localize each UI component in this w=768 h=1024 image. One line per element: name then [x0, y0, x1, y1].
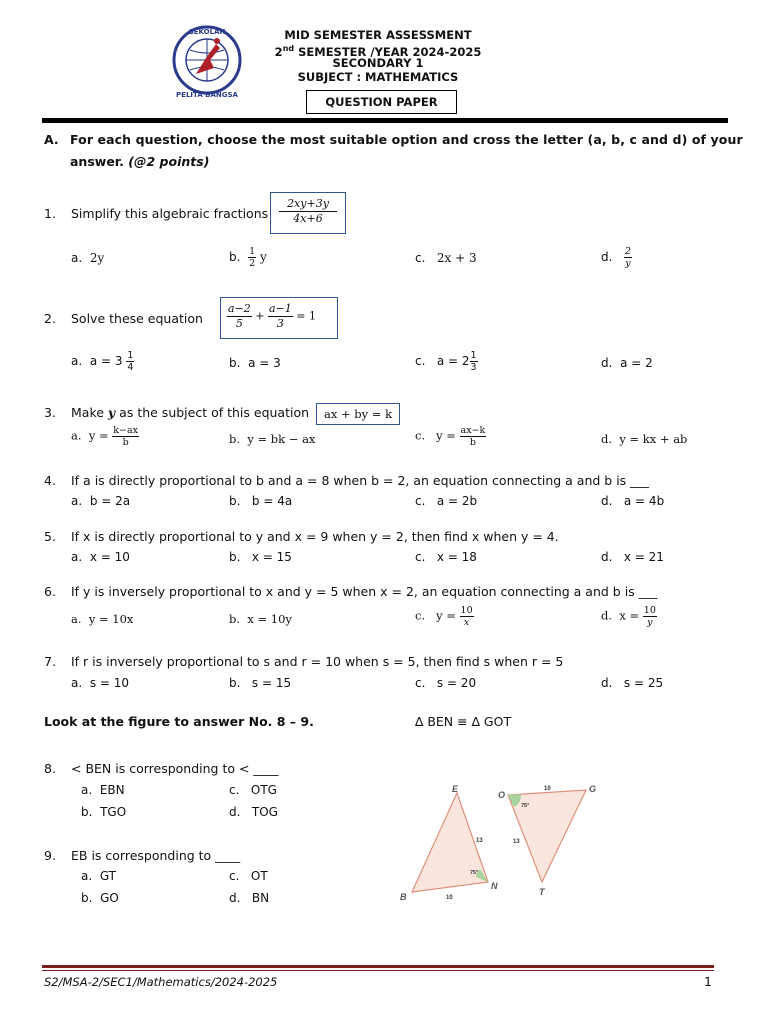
q2-option-b	[229, 356, 281, 370]
q5-option-a	[71, 550, 130, 564]
option-letter: a.	[81, 783, 93, 797]
option-text: OTG	[250, 783, 277, 797]
q2-option-d	[601, 356, 653, 370]
option-letter: d.	[601, 608, 613, 623]
option-text: y =	[88, 428, 109, 443]
header-line3: SECONDARY 1	[332, 56, 424, 70]
option-text: s = 15	[251, 676, 292, 690]
q3-number: 3.	[44, 405, 56, 420]
q5-option-c	[415, 550, 477, 564]
option-letter: b.	[229, 550, 241, 564]
q3-option-b	[229, 432, 315, 446]
q8-number: 8.	[44, 761, 56, 776]
congruence-statement: ∆ BEN ≡ ∆ GOT	[415, 714, 512, 729]
option-text: BN	[251, 891, 270, 905]
option-text: y =	[436, 608, 456, 623]
option-letter: b.	[229, 676, 241, 690]
label-g: G	[589, 784, 597, 794]
frac-num: 2	[624, 246, 631, 257]
option-text: EBN	[99, 783, 125, 797]
instruction-answer: answer.	[70, 154, 124, 169]
option-text: y = bk − ax	[247, 432, 316, 446]
option-letter: b.	[229, 356, 241, 370]
section-letter: A.	[44, 132, 59, 147]
q8-option-d	[229, 805, 278, 819]
option-letter: c.	[415, 354, 426, 368]
q3-text-post: as the subject of this equation	[119, 405, 310, 420]
option-text: a = 2b	[436, 494, 478, 508]
frac-num: 1	[470, 350, 477, 361]
option-text: s = 25	[623, 676, 664, 690]
q5-text: If x is directly proportional to y and x = 9 when y = 2, then find x when y = 4.	[71, 529, 559, 544]
frac-num: ax−k	[460, 425, 486, 436]
label-o: O	[498, 790, 506, 800]
option-letter: c.	[415, 550, 426, 564]
option-text: a = 2	[620, 356, 653, 370]
q3-option-c	[415, 425, 486, 448]
q8-option-b	[81, 805, 126, 819]
option-text: x = 18	[436, 550, 477, 564]
option-letter: c.	[415, 494, 426, 508]
option-text: b = 2a	[89, 494, 131, 508]
q6-option-a	[71, 612, 133, 626]
option-text: s = 20	[436, 676, 477, 690]
option-text: TGO	[100, 805, 127, 819]
frac-den: 4	[127, 362, 134, 373]
q7-text: If r is inversely proportional to s and r = 10 when s = 5, then find s when r = 5	[71, 654, 564, 669]
logo-bottom-text: PELITA BANGSA	[176, 91, 238, 99]
q6-option-b	[229, 612, 292, 626]
q6-option-d	[601, 605, 657, 628]
option-letter: d.	[229, 805, 241, 819]
q7-option-d	[601, 676, 663, 690]
section-instruction-line2	[70, 154, 209, 169]
option-letter: b.	[229, 612, 241, 626]
semester-suffix: nd	[282, 44, 295, 53]
q1-option-b	[229, 246, 267, 269]
q6-text: If y is inversely proportional to x and y = 5 when x = 2, an equation connecting a and b is ___	[71, 584, 658, 599]
label-side-en: 13	[476, 838, 483, 844]
q2-text: Solve these equation	[71, 311, 203, 326]
q1-denominator: 4x+6	[293, 212, 323, 225]
option-text: 2y	[89, 251, 105, 265]
frac-num: k−ax	[113, 425, 139, 436]
label-n: N	[491, 881, 498, 891]
q3-equation-box: ax + by = k	[316, 403, 400, 425]
q9-option-d	[229, 891, 269, 905]
q7-option-a	[71, 676, 129, 690]
q4-text: If a is directly proportional to b and a = 8 when b = 2, an equation connecting a and b is ___	[71, 473, 649, 488]
option-text: a = 3	[89, 354, 123, 368]
q2-option-a	[71, 350, 134, 373]
option-text: a = 2	[436, 354, 470, 368]
frac-den: y	[625, 258, 631, 269]
frac-den: 3	[276, 317, 284, 330]
page-number: 1	[704, 974, 712, 989]
option-letter: a.	[71, 354, 83, 368]
frac-den: b	[469, 437, 476, 448]
option-letter: d.	[601, 250, 613, 264]
label-t: T	[539, 887, 545, 897]
option-text: x = 21	[623, 550, 664, 564]
q7-option-c	[415, 676, 476, 690]
option-text: GT	[99, 869, 117, 883]
option-letter: c.	[415, 251, 426, 265]
option-letter: b.	[229, 250, 241, 264]
option-letter: a.	[71, 550, 83, 564]
option-letter: d.	[601, 494, 613, 508]
header-divider	[42, 118, 728, 123]
option-letter: d.	[601, 356, 613, 370]
q2-option-c	[415, 350, 478, 373]
points-note: (@2 points)	[128, 154, 210, 169]
q4-number: 4.	[44, 473, 56, 488]
option-letter: c.	[229, 783, 240, 797]
label-b: B	[400, 892, 407, 902]
frac-num: a−2	[228, 302, 251, 315]
q3-option-d	[601, 432, 687, 446]
option-letter: a.	[81, 869, 93, 883]
option-letter: a.	[71, 612, 82, 626]
label-e: E	[452, 784, 459, 794]
option-text: y =	[436, 428, 456, 443]
semester-year: SEMESTER /YEAR 2024-2025	[294, 44, 482, 59]
q3-option-a	[71, 425, 139, 448]
option-letter: c.	[229, 869, 240, 883]
q1-option-c	[415, 251, 477, 265]
frac-den: y	[647, 617, 653, 628]
option-text: OT	[250, 869, 268, 883]
option-letter: b.	[229, 494, 241, 508]
header-line1: MID SEMESTER ASSESSMENT	[284, 28, 472, 42]
option-letter: d.	[601, 550, 613, 564]
option-text: a = 4b	[623, 494, 665, 508]
q9-option-b	[81, 891, 119, 905]
option-text: x = 10	[89, 550, 130, 564]
option-letter: b.	[229, 432, 241, 446]
plus-sign: +	[255, 309, 265, 323]
option-letter: a.	[71, 676, 83, 690]
frac-num: 10	[643, 605, 656, 616]
question-paper-label: QUESTION PAPER	[306, 90, 457, 114]
rhs: = 1	[296, 309, 316, 323]
header-line4: SUBJECT : MATHEMATICS	[297, 70, 459, 84]
frac-den: 2	[249, 258, 256, 269]
label-side-bn: 10	[446, 895, 453, 901]
q1-numerator: 2xy+3y	[279, 197, 337, 212]
option-letter: a.	[71, 428, 82, 443]
option-text: y = 10x	[88, 612, 134, 626]
option-text: x = 15	[251, 550, 292, 564]
frac-num: a−1	[269, 302, 292, 315]
option-text: s = 10	[89, 676, 130, 690]
q1-expression-box	[270, 192, 346, 234]
q4-option-b	[229, 494, 292, 508]
option-text: x = 10y	[247, 612, 292, 626]
q8-text: < BEN is corresponding to < ____	[71, 761, 279, 776]
frac-num: 10	[460, 605, 473, 616]
option-letter: a.	[71, 251, 83, 265]
semester-number: 2	[274, 44, 283, 59]
option-text: 2x + 3	[436, 251, 477, 265]
triangle-got	[508, 790, 586, 882]
q9-number: 9.	[44, 848, 56, 863]
q3-text	[71, 405, 309, 420]
option-text: a = 3	[248, 356, 281, 370]
q5-option-b	[229, 550, 292, 564]
q5-number: 5.	[44, 529, 56, 544]
option-letter: b.	[81, 805, 93, 819]
q4-option-d	[601, 494, 664, 508]
q3-variable: y	[107, 405, 116, 420]
option-letter: c.	[415, 428, 426, 443]
frac-num: 1	[249, 246, 256, 257]
q1-number: 1.	[44, 206, 56, 221]
label-angle-o: 75°	[521, 803, 530, 809]
logo-top-text: SEKOLAH	[188, 28, 226, 36]
option-letter: a.	[71, 494, 83, 508]
option-letter: d.	[601, 676, 613, 690]
q8-option-a	[81, 783, 125, 797]
q2-number: 2.	[44, 311, 56, 326]
label-angle-n: 75°	[470, 870, 479, 876]
frac-den: 5	[235, 317, 243, 330]
q9-option-c	[229, 869, 268, 883]
option-text: x =	[619, 608, 640, 623]
q8-option-c	[229, 783, 277, 797]
q4-option-c	[415, 494, 477, 508]
q9-text: EB is corresponding to ____	[71, 848, 241, 863]
congruent-triangles-figure	[396, 778, 606, 906]
q3-text-pre: Make	[71, 405, 104, 420]
q5-option-d	[601, 550, 664, 564]
frac-num: 1	[127, 350, 134, 361]
q6-option-c	[415, 605, 474, 628]
q7-option-b	[229, 676, 291, 690]
q1-option-a	[71, 251, 104, 265]
option-text: y	[259, 250, 267, 264]
section-instruction: For each question, choose the most suitable option and cross the letter (a, b, c and d) of your	[70, 132, 743, 147]
q1-option-d	[601, 246, 632, 269]
label-side-ot: 13	[513, 839, 520, 845]
option-text: b = 4a	[251, 494, 293, 508]
option-letter: d.	[229, 891, 241, 905]
option-letter: c.	[415, 676, 426, 690]
option-letter: b.	[81, 891, 93, 905]
option-letter: c.	[415, 608, 426, 623]
frac-den: x	[463, 617, 470, 628]
q9-option-a	[81, 869, 116, 883]
label-side-og: 10	[544, 786, 551, 792]
footer-rule-bottom	[42, 970, 714, 971]
option-text: GO	[100, 891, 119, 905]
q1-text: Simplify this algebraic fractions	[71, 206, 269, 221]
q6-number: 6.	[44, 584, 56, 599]
option-text: y = kx + ab	[619, 432, 688, 446]
footer-rule-top	[42, 965, 714, 968]
footer-code: S2/MSA-2/SEC1/Mathematics/2024-2025	[44, 975, 278, 989]
frac-den: b	[122, 437, 129, 448]
q7-number: 7.	[44, 654, 56, 669]
q4-option-a	[71, 494, 130, 508]
frac-den: 3	[470, 362, 477, 373]
figure-instruction: Look at the figure to answer No. 8 – 9.	[44, 714, 314, 729]
option-text: TOG	[251, 805, 278, 819]
q2-equation-box	[220, 297, 338, 339]
option-letter: d.	[601, 432, 613, 446]
